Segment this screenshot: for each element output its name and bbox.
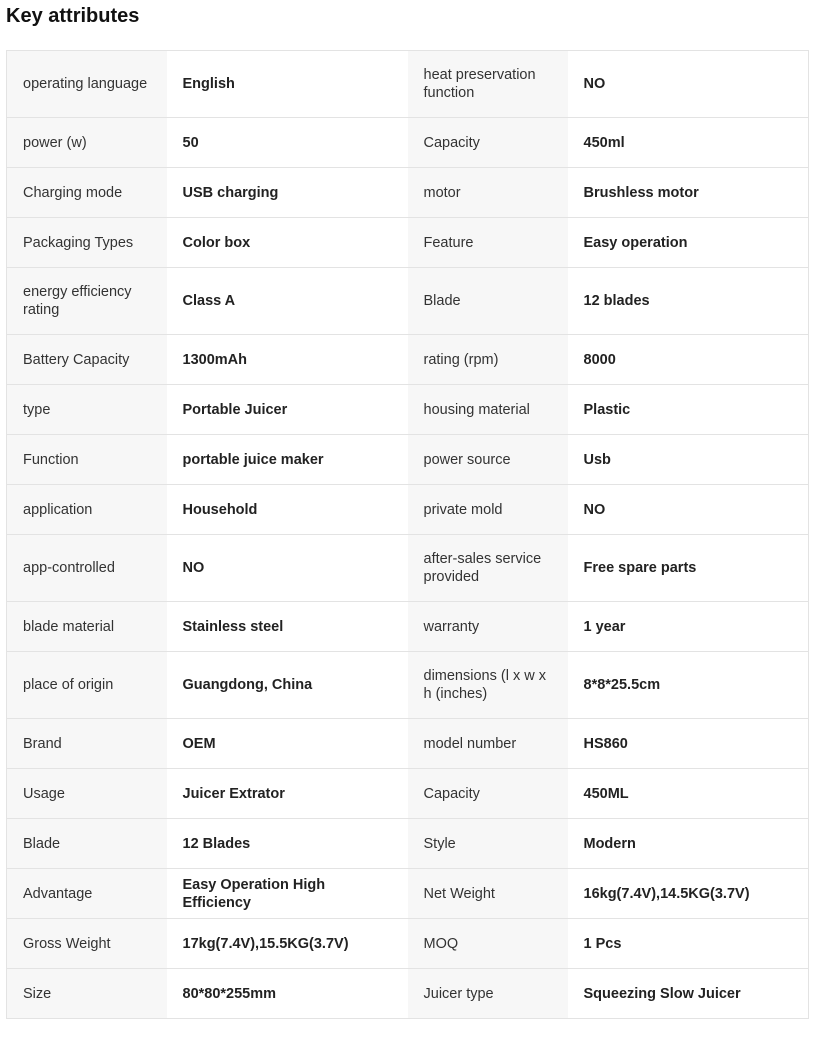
table-row [7, 919, 809, 969]
attribute-name: Blade [408, 268, 568, 335]
attribute-value: NO [568, 485, 809, 535]
attribute-name: Capacity [408, 118, 568, 168]
attribute-name: Juicer type [408, 969, 568, 1019]
attribute-name: operating language [7, 51, 167, 118]
attribute-name: MOQ [408, 919, 568, 969]
attribute-name: energy efficiency rating [7, 268, 167, 335]
attribute-name: dimensions (l x w x h (inches) [408, 652, 568, 719]
attribute-name: application [7, 485, 167, 535]
attribute-name: Blade [7, 819, 167, 869]
attribute-name: model number [408, 719, 568, 769]
attribute-name: motor [408, 168, 568, 218]
attribute-value: 450ml [568, 118, 809, 168]
attribute-value: 1 Pcs [568, 919, 809, 969]
attribute-name: Brand [7, 719, 167, 769]
attribute-name: power (w) [7, 118, 167, 168]
attribute-name: Feature [408, 218, 568, 268]
attribute-value: Stainless steel [167, 602, 408, 652]
attribute-name: Gross Weight [7, 919, 167, 969]
attribute-name: Packaging Types [7, 218, 167, 268]
attribute-name: housing material [408, 385, 568, 435]
table-row [7, 485, 809, 535]
attribute-name: Function [7, 435, 167, 485]
table-row [7, 218, 809, 268]
table-row [7, 769, 809, 819]
attribute-value: 17kg(7.4V),15.5KG(3.7V) [167, 919, 408, 969]
table-row [7, 268, 809, 335]
attribute-name: Battery Capacity [7, 335, 167, 385]
table-row [7, 435, 809, 485]
key-attributes-table [6, 50, 809, 1019]
attribute-name: after-sales service provided [408, 535, 568, 602]
attribute-name: Capacity [408, 769, 568, 819]
table-row [7, 118, 809, 168]
attribute-name: type [7, 385, 167, 435]
attribute-value: OEM [167, 719, 408, 769]
attribute-name: Usage [7, 769, 167, 819]
attribute-value: 450ML [568, 769, 809, 819]
attribute-name: rating (rpm) [408, 335, 568, 385]
attribute-value: 16kg(7.4V),14.5KG(3.7V) [568, 869, 809, 919]
table-row [7, 535, 809, 602]
attribute-value: Portable Juicer [167, 385, 408, 435]
attribute-name: app-controlled [7, 535, 167, 602]
table-row [7, 602, 809, 652]
attribute-value: 12 blades [568, 268, 809, 335]
table-row [7, 969, 809, 1019]
attribute-value: 50 [167, 118, 408, 168]
table-row [7, 819, 809, 869]
table-row [7, 51, 809, 118]
attribute-name: Style [408, 819, 568, 869]
attribute-value: Easy operation [568, 218, 809, 268]
attribute-value: English [167, 51, 408, 118]
table-row [7, 385, 809, 435]
table-row [7, 719, 809, 769]
table-row [7, 335, 809, 385]
attribute-name: power source [408, 435, 568, 485]
attribute-name: Advantage [7, 869, 167, 919]
attribute-value: HS860 [568, 719, 809, 769]
attribute-value: Free spare parts [568, 535, 809, 602]
attribute-value: Brushless motor [568, 168, 809, 218]
attribute-value: Color box [167, 218, 408, 268]
attribute-value: Usb [568, 435, 809, 485]
attribute-name: private mold [408, 485, 568, 535]
attribute-name: Size [7, 969, 167, 1019]
attribute-value: Class A [167, 268, 408, 335]
table-row [7, 869, 809, 919]
attribute-value: USB charging [167, 168, 408, 218]
attribute-value: Modern [568, 819, 809, 869]
attribute-value: 8*8*25.5cm [568, 652, 809, 719]
table-row [7, 652, 809, 719]
attribute-value: Household [167, 485, 408, 535]
attribute-value: Juicer Extrator [167, 769, 408, 819]
attribute-name: heat preservation function [408, 51, 568, 118]
table-row [7, 168, 809, 218]
section-heading: Key attributes [6, 5, 140, 27]
attribute-value: Guangdong, China [167, 652, 408, 719]
attribute-value: NO [167, 535, 408, 602]
attribute-name: blade material [7, 602, 167, 652]
attribute-name: warranty [408, 602, 568, 652]
attribute-name: Charging mode [7, 168, 167, 218]
attribute-name: place of origin [7, 652, 167, 719]
attribute-value: 12 Blades [167, 819, 408, 869]
attribute-value: Easy Operation High Efficiency [167, 869, 408, 919]
attribute-value: Plastic [568, 385, 809, 435]
attribute-value: 1300mAh [167, 335, 408, 385]
attribute-value: 80*80*255mm [167, 969, 408, 1019]
attribute-value: 8000 [568, 335, 809, 385]
attribute-value: 1 year [568, 602, 809, 652]
attribute-name: Net Weight [408, 869, 568, 919]
attribute-value: portable juice maker [167, 435, 408, 485]
attribute-value: NO [568, 51, 809, 118]
attribute-value: Squeezing Slow Juicer [568, 969, 809, 1019]
